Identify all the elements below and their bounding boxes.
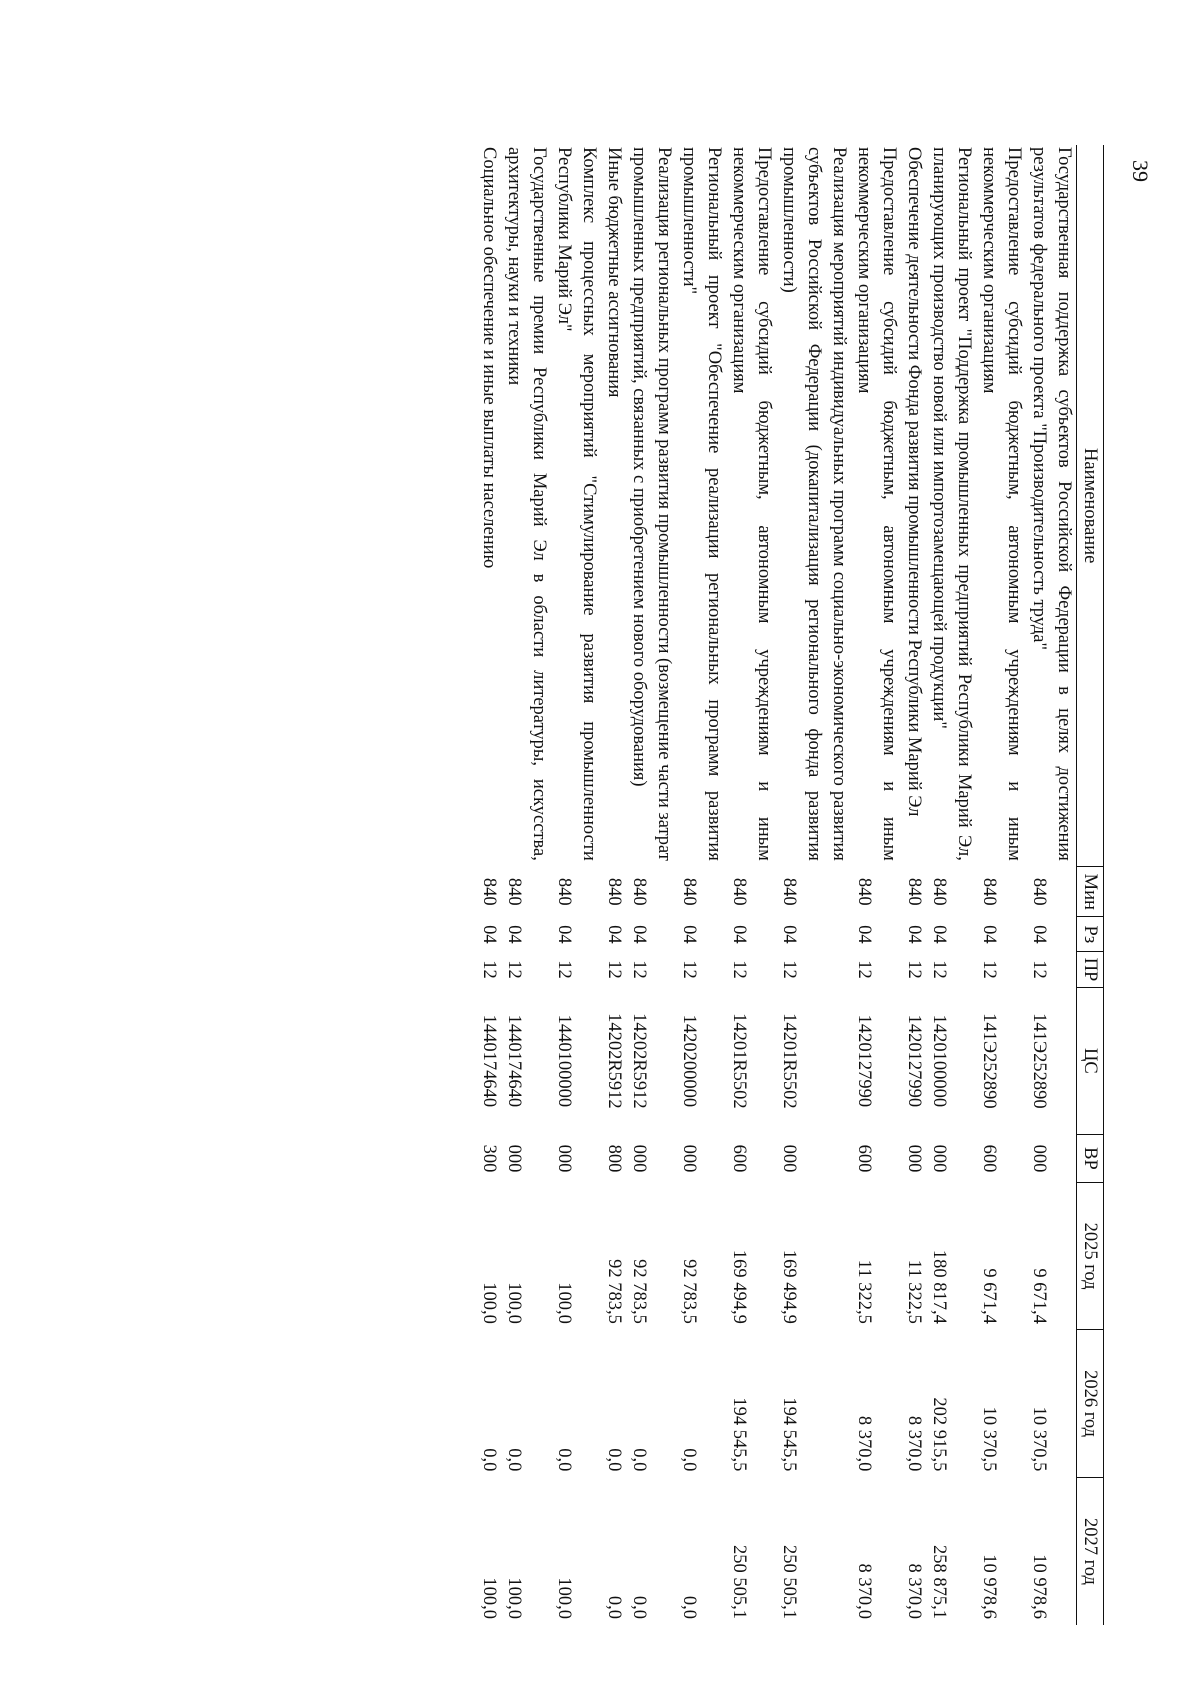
row-rz: 04	[604, 925, 624, 944]
row-name: Государственные премии Республики Марий Эл в области литературы, искусства, архитектуры, науки и техники	[504, 147, 549, 861]
row-2025: 9 671,4	[979, 1268, 999, 1324]
table-row	[676, 145, 726, 1625]
row-2026: 8 370,0	[904, 1415, 924, 1472]
table-row	[626, 145, 676, 1625]
row-rz: 04	[779, 925, 799, 944]
row-2025: 92 783,5	[679, 1259, 699, 1324]
row-2027: 0,0	[604, 1595, 624, 1619]
table-row	[476, 145, 501, 1625]
row-min: 840	[979, 877, 999, 906]
header-pr: ПР	[1077, 952, 1104, 987]
row-2025: 169 494,9	[779, 1249, 799, 1324]
row-rz: 04	[1029, 925, 1049, 944]
row-min: 840	[729, 877, 749, 906]
row-2027: 10 978,6	[979, 1554, 999, 1619]
row-vr: 000	[554, 1144, 574, 1173]
row-pr: 12	[554, 960, 574, 979]
row-pr: 12	[854, 960, 874, 979]
row-name: Социальное обеспечение и иные выплаты населению	[479, 147, 499, 569]
row-2025: 9 671,4	[1029, 1268, 1049, 1324]
row-2025: 11 322,5	[854, 1259, 874, 1324]
table-row	[976, 145, 1026, 1625]
row-pr: 12	[1029, 960, 1049, 979]
row-rz: 04	[854, 925, 874, 944]
row-vr: 800	[604, 1144, 624, 1173]
row-cs: 14202R5912	[604, 1013, 624, 1109]
row-name: Предоставление субсидий бюджетным, автономным учреждениям и иным некоммерческим организациям	[854, 147, 899, 861]
row-vr: 000	[904, 1144, 924, 1173]
header-2026: 2026 год	[1077, 1330, 1104, 1478]
row-vr: 000	[679, 1144, 699, 1173]
row-2025: 100,0	[479, 1282, 499, 1324]
row-pr: 12	[604, 960, 624, 979]
row-2025: 169 494,9	[729, 1249, 749, 1324]
row-name: Комплекс процессных мероприятий "Стимулирование развития промышленности Республики Марий Эл"	[554, 147, 599, 861]
row-min: 840	[554, 877, 574, 906]
row-rz: 04	[479, 925, 499, 944]
row-2025: 100,0	[504, 1282, 524, 1324]
row-2026: 0,0	[554, 1448, 574, 1472]
row-2026: 0,0	[604, 1448, 624, 1472]
row-name: Региональный проект "Поддержка промышленных предприятий Республики Марий Эл, планирующих производство новой или импортозамещающей продукции"	[929, 147, 974, 861]
row-cs: 1440174640	[479, 1014, 499, 1108]
row-min: 840	[629, 877, 649, 906]
table-row	[1026, 145, 1077, 1625]
row-2027: 8 370,0	[854, 1563, 874, 1619]
row-pr: 12	[979, 960, 999, 979]
row-rz: 04	[504, 925, 524, 944]
row-2025: 180 817,4	[929, 1249, 949, 1324]
row-pr: 12	[504, 960, 524, 979]
row-2027: 250 505,1	[779, 1545, 799, 1619]
rotated-table-frame	[476, 145, 1104, 1625]
row-2025: 100,0	[554, 1282, 574, 1324]
row-cs: 141Э252890	[1029, 1013, 1049, 1109]
row-2027: 100,0	[504, 1577, 524, 1619]
row-min: 840	[479, 877, 499, 906]
row-2026: 202 915,5	[929, 1397, 949, 1472]
row-2026: 0,0	[629, 1448, 649, 1472]
row-min: 840	[504, 877, 524, 906]
row-rz: 04	[904, 925, 924, 944]
table-row	[726, 145, 776, 1625]
row-2027: 258 875,1	[929, 1545, 949, 1619]
row-2025: 11 322,5	[904, 1259, 924, 1324]
row-min: 840	[854, 877, 874, 906]
row-2026: 0,0	[504, 1448, 524, 1472]
table-row	[851, 145, 901, 1625]
table-row	[501, 145, 551, 1625]
row-2026: 8 370,0	[854, 1415, 874, 1472]
row-2027: 8 370,0	[904, 1563, 924, 1619]
row-rz: 04	[629, 925, 649, 944]
header-2027: 2027 год	[1077, 1477, 1104, 1625]
row-cs: 141Э252890	[979, 1013, 999, 1109]
row-pr: 12	[779, 960, 799, 979]
header-min: Мин	[1077, 867, 1104, 917]
header-rz: Рз	[1077, 917, 1104, 952]
row-vr: 000	[1029, 1144, 1049, 1173]
row-vr: 600	[979, 1144, 999, 1173]
row-name: Реализация региональных программ развития промышленности (возмещение части затрат промышленных предприятий, связанных с приобретением нового оборудования)	[629, 147, 674, 861]
row-vr: 000	[504, 1144, 524, 1173]
row-pr: 12	[904, 960, 924, 979]
row-name: Предоставление субсидий бюджетным, автономным учреждениям и иным некоммерческим организациям	[979, 147, 1024, 861]
row-cs: 14201R5502	[729, 1013, 749, 1109]
row-name: Иные бюджетные ассигнования	[604, 147, 624, 398]
row-2026: 10 370,5	[979, 1406, 999, 1472]
table-row	[776, 145, 851, 1625]
table-row	[926, 145, 976, 1625]
row-cs: 1420127990	[904, 1014, 924, 1108]
row-vr: 600	[854, 1144, 874, 1173]
table-header-row	[1077, 145, 1104, 1625]
header-cs: ЦС	[1077, 987, 1104, 1135]
budget-table	[476, 145, 1104, 1625]
row-name: Региональный проект "Обеспечение реализации региональных программ развития промышленности"	[679, 147, 724, 861]
row-pr: 12	[629, 960, 649, 979]
row-rz: 04	[929, 925, 949, 944]
row-rz: 04	[554, 925, 574, 944]
row-rz: 04	[979, 925, 999, 944]
table-row	[601, 145, 626, 1625]
row-2027: 100,0	[554, 1577, 574, 1619]
row-min: 840	[679, 877, 699, 906]
row-2027: 100,0	[479, 1577, 499, 1619]
row-2025: 92 783,5	[629, 1259, 649, 1324]
row-pr: 12	[729, 960, 749, 979]
row-cs: 1420200000	[679, 1014, 699, 1108]
row-pr: 12	[929, 960, 949, 979]
row-2027: 0,0	[679, 1595, 699, 1619]
row-cs: 1420100000	[929, 1014, 949, 1108]
row-cs: 14202R5912	[629, 1013, 649, 1109]
header-2025: 2025 год	[1077, 1182, 1104, 1330]
row-rz: 04	[679, 925, 699, 944]
row-min: 840	[1029, 877, 1049, 906]
table-row	[901, 145, 926, 1625]
row-vr: 000	[929, 1144, 949, 1173]
row-pr: 12	[679, 960, 699, 979]
row-2025: 92 783,5	[604, 1259, 624, 1324]
row-2027: 10 978,6	[1029, 1554, 1049, 1619]
row-2026: 10 370,5	[1029, 1406, 1049, 1472]
row-name: Предоставление субсидий бюджетным, автономным учреждениям и иным некоммерческим организациям	[729, 147, 774, 861]
row-vr: 000	[629, 1144, 649, 1173]
row-cs: 1420127990	[854, 1014, 874, 1108]
header-name: Наименование	[1077, 145, 1104, 867]
row-2027: 0,0	[629, 1595, 649, 1619]
row-2027: 250 505,1	[729, 1545, 749, 1619]
row-min: 840	[604, 877, 624, 906]
row-cs: 1440174640	[504, 1014, 524, 1108]
row-min: 840	[904, 877, 924, 906]
row-min: 840	[779, 877, 799, 906]
row-min: 840	[929, 877, 949, 906]
row-2026: 194 545,5	[779, 1397, 799, 1472]
row-vr: 000	[779, 1144, 799, 1173]
row-2026: 194 545,5	[729, 1397, 749, 1472]
row-cs: 1440100000	[554, 1014, 574, 1108]
header-vr: ВР	[1077, 1135, 1104, 1183]
row-2026: 0,0	[479, 1448, 499, 1472]
row-pr: 12	[479, 960, 499, 979]
row-2026: 0,0	[679, 1448, 699, 1472]
row-vr: 600	[729, 1144, 749, 1173]
row-vr: 300	[479, 1144, 499, 1173]
row-name: Государственная поддержка субъектов Российской Федерации в целях достижения результатов федерального проекта "Производительность труда"	[1029, 147, 1074, 861]
row-name: Обеспечение деятельности Фонда развития промышленности Республики Марий Эл	[904, 147, 924, 817]
row-rz: 04	[729, 925, 749, 944]
row-name: Реализация мероприятий индивидуальных программ социально-экономического развития субъектов Российской Федерации (докапитализация регионального фонда развития промышленности)	[779, 147, 849, 861]
page-number: 39	[1128, 160, 1153, 182]
table-body	[476, 145, 1077, 1625]
row-cs: 14201R5502	[779, 1013, 799, 1109]
table-row	[551, 145, 601, 1625]
